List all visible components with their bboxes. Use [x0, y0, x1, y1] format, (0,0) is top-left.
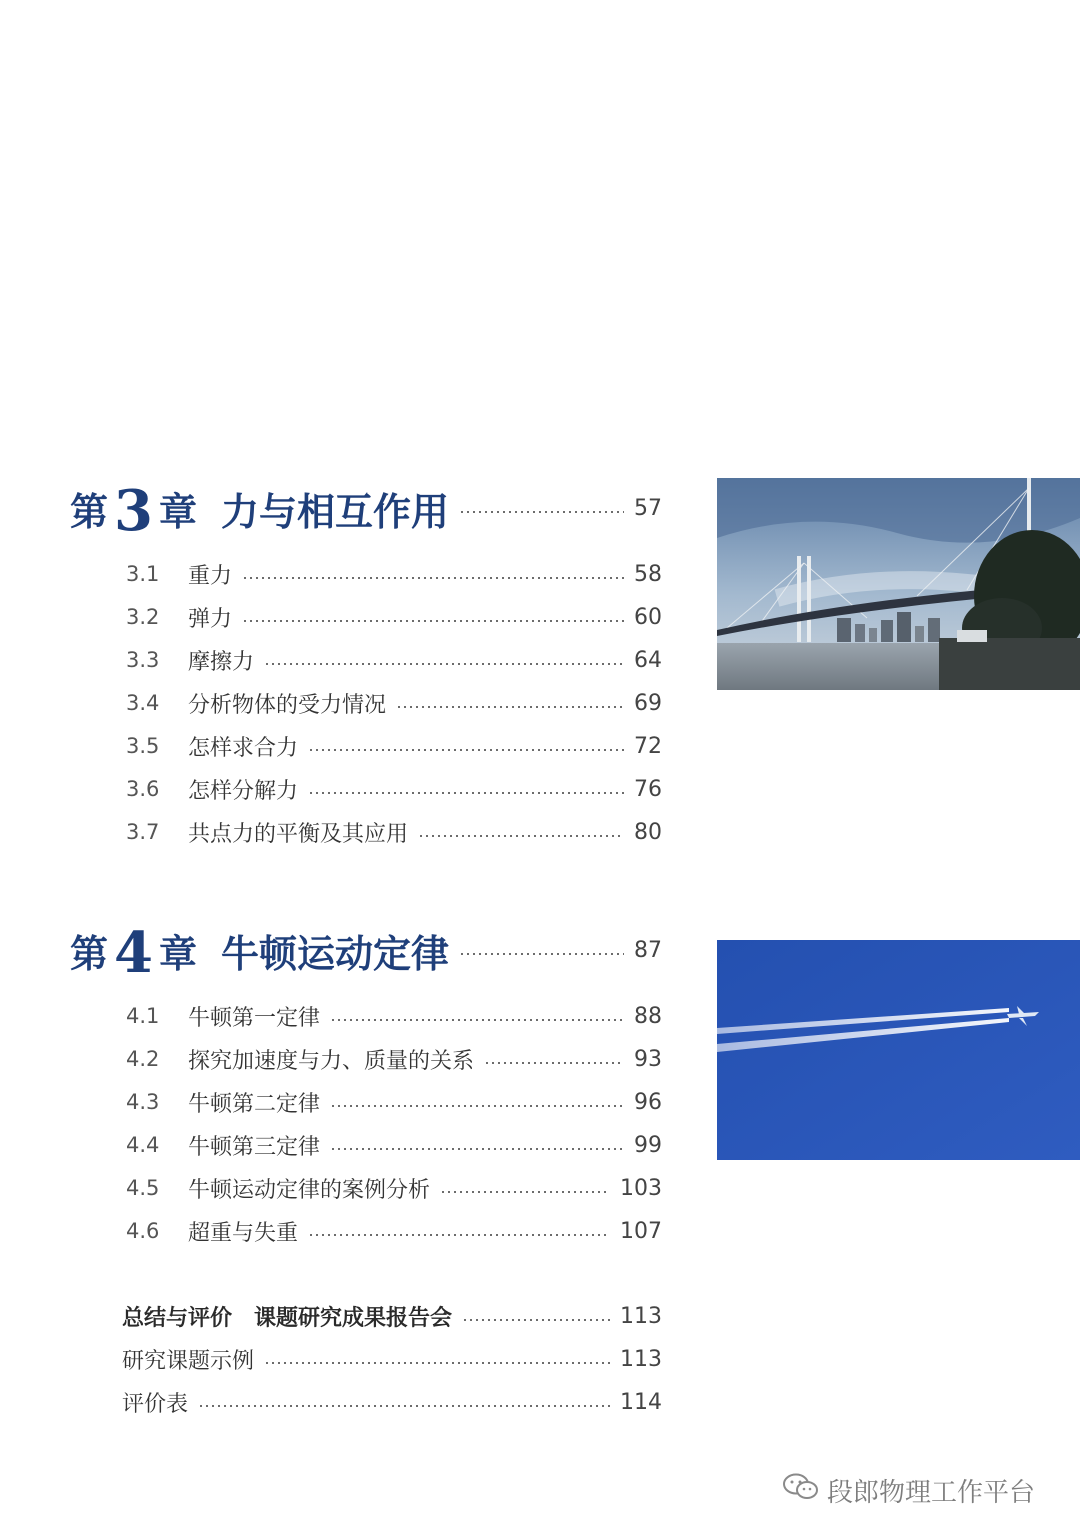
section-number: 4.1 — [126, 1004, 160, 1028]
leader-dots — [242, 620, 624, 622]
toc-entry-summary[interactable] — [122, 1300, 662, 1332]
section-number: 3.2 — [126, 605, 160, 629]
watermark-text: 段郎物理工作平台 — [827, 1478, 1036, 1508]
leader-dots — [440, 1191, 610, 1193]
leader-dots — [418, 835, 624, 837]
toc-entry-3-6[interactable] — [126, 773, 662, 805]
chapter-3-label — [70, 478, 450, 544]
section-title: 牛顿第二定律 — [188, 1091, 321, 1117]
watermark — [783, 1472, 1035, 1509]
leader-dots — [484, 1062, 624, 1064]
toc-entry-evaluation-form[interactable] — [122, 1386, 662, 1418]
summary-title: 评价表 — [122, 1391, 189, 1417]
section-title: 重力 — [188, 563, 233, 589]
leader-dots — [459, 511, 624, 513]
airplane-sky-photo — [717, 940, 1080, 1160]
toc-entry-4-3[interactable] — [126, 1086, 662, 1118]
toc-entry-research-examples[interactable] — [122, 1343, 662, 1375]
toc-entry-4-1[interactable] — [126, 1000, 662, 1032]
section-page: 69 — [634, 690, 662, 716]
chapter-4-label — [70, 920, 450, 986]
leader-dots — [330, 1148, 624, 1150]
section-number: 3.5 — [126, 734, 160, 758]
section-page: 60 — [634, 604, 662, 630]
leader-dots — [308, 1234, 610, 1236]
summary-page: 113 — [620, 1346, 662, 1372]
section-number: 4.2 — [126, 1047, 160, 1071]
section-number: 3.3 — [126, 648, 160, 672]
chapter-4-heading[interactable] — [70, 920, 662, 986]
toc-entry-3-5[interactable] — [126, 730, 662, 762]
summary-page: 113 — [620, 1303, 662, 1329]
section-title: 超重与失重 — [188, 1220, 299, 1246]
section-number: 3.4 — [126, 691, 160, 715]
section-number: 3.7 — [126, 820, 160, 844]
chapter-suffix: 章 — [158, 930, 197, 976]
section-page: 103 — [620, 1175, 662, 1201]
section-title: 分析物体的受力情况 — [188, 692, 387, 718]
toc-entry-3-7[interactable] — [126, 816, 662, 848]
toc-entry-3-3[interactable] — [126, 644, 662, 676]
chapter-title: 牛顿运动定律 — [221, 930, 450, 976]
section-title: 探究加速度与力、质量的关系 — [188, 1048, 475, 1074]
leader-dots — [462, 1319, 610, 1321]
chapter-3-heading[interactable] — [70, 478, 662, 544]
toc-entry-3-1[interactable] — [126, 558, 662, 590]
leader-dots — [264, 663, 624, 665]
toc-entry-4-6[interactable] — [126, 1215, 662, 1247]
toc-entry-4-4[interactable] — [126, 1129, 662, 1161]
section-page: 72 — [634, 733, 662, 759]
section-number: 3.6 — [126, 777, 160, 801]
summary-title: 研究课题示例 — [122, 1348, 255, 1374]
summary-title: 总结与评价 课题研究成果报告会 — [122, 1304, 453, 1331]
leader-dots — [330, 1105, 624, 1107]
leader-dots — [308, 749, 624, 751]
leader-dots — [308, 792, 624, 794]
section-title: 牛顿第三定律 — [188, 1134, 321, 1160]
chapter-page: 87 — [634, 937, 662, 963]
section-number: 3.1 — [126, 562, 160, 586]
section-page: 96 — [634, 1089, 662, 1115]
chapter-prefix: 第 — [70, 488, 109, 534]
chapter-number: 4 — [114, 920, 153, 986]
section-page: 58 — [634, 561, 662, 587]
wechat-icon — [783, 1473, 819, 1508]
leader-dots — [264, 1362, 610, 1364]
section-page: 99 — [634, 1132, 662, 1158]
section-number: 4.3 — [126, 1090, 160, 1114]
toc-entry-3-2[interactable] — [126, 601, 662, 633]
section-number: 4.6 — [126, 1219, 160, 1243]
bridge-photo — [717, 478, 1080, 690]
section-number: 4.4 — [126, 1133, 160, 1157]
section-number: 4.5 — [126, 1176, 160, 1200]
chapter-page: 57 — [634, 495, 662, 521]
section-page: 64 — [634, 647, 662, 673]
section-title: 牛顿第一定律 — [188, 1005, 321, 1031]
leader-dots — [242, 577, 624, 579]
toc-entry-4-2[interactable] — [126, 1043, 662, 1075]
chapter-prefix: 第 — [70, 930, 109, 976]
section-title: 怎样求合力 — [188, 735, 299, 761]
leader-dots — [396, 706, 624, 708]
section-page: 76 — [634, 776, 662, 802]
section-title: 摩擦力 — [188, 649, 255, 675]
section-title: 怎样分解力 — [188, 778, 299, 804]
section-page: 80 — [634, 819, 662, 845]
summary-page: 114 — [620, 1389, 662, 1415]
section-page: 88 — [634, 1003, 662, 1029]
section-title: 牛顿运动定律的案例分析 — [188, 1177, 431, 1203]
section-page: 93 — [634, 1046, 662, 1072]
chapter-title: 力与相互作用 — [221, 488, 450, 534]
leader-dots — [198, 1405, 610, 1407]
toc-entry-4-5[interactable] — [126, 1172, 662, 1204]
toc-entry-3-4[interactable] — [126, 687, 662, 719]
leader-dots — [459, 953, 624, 955]
section-title: 共点力的平衡及其应用 — [188, 821, 409, 847]
leader-dots — [330, 1019, 624, 1021]
chapter-number: 3 — [114, 478, 153, 544]
section-page: 107 — [620, 1218, 662, 1244]
chapter-suffix: 章 — [158, 488, 197, 534]
section-title: 弹力 — [188, 606, 233, 632]
